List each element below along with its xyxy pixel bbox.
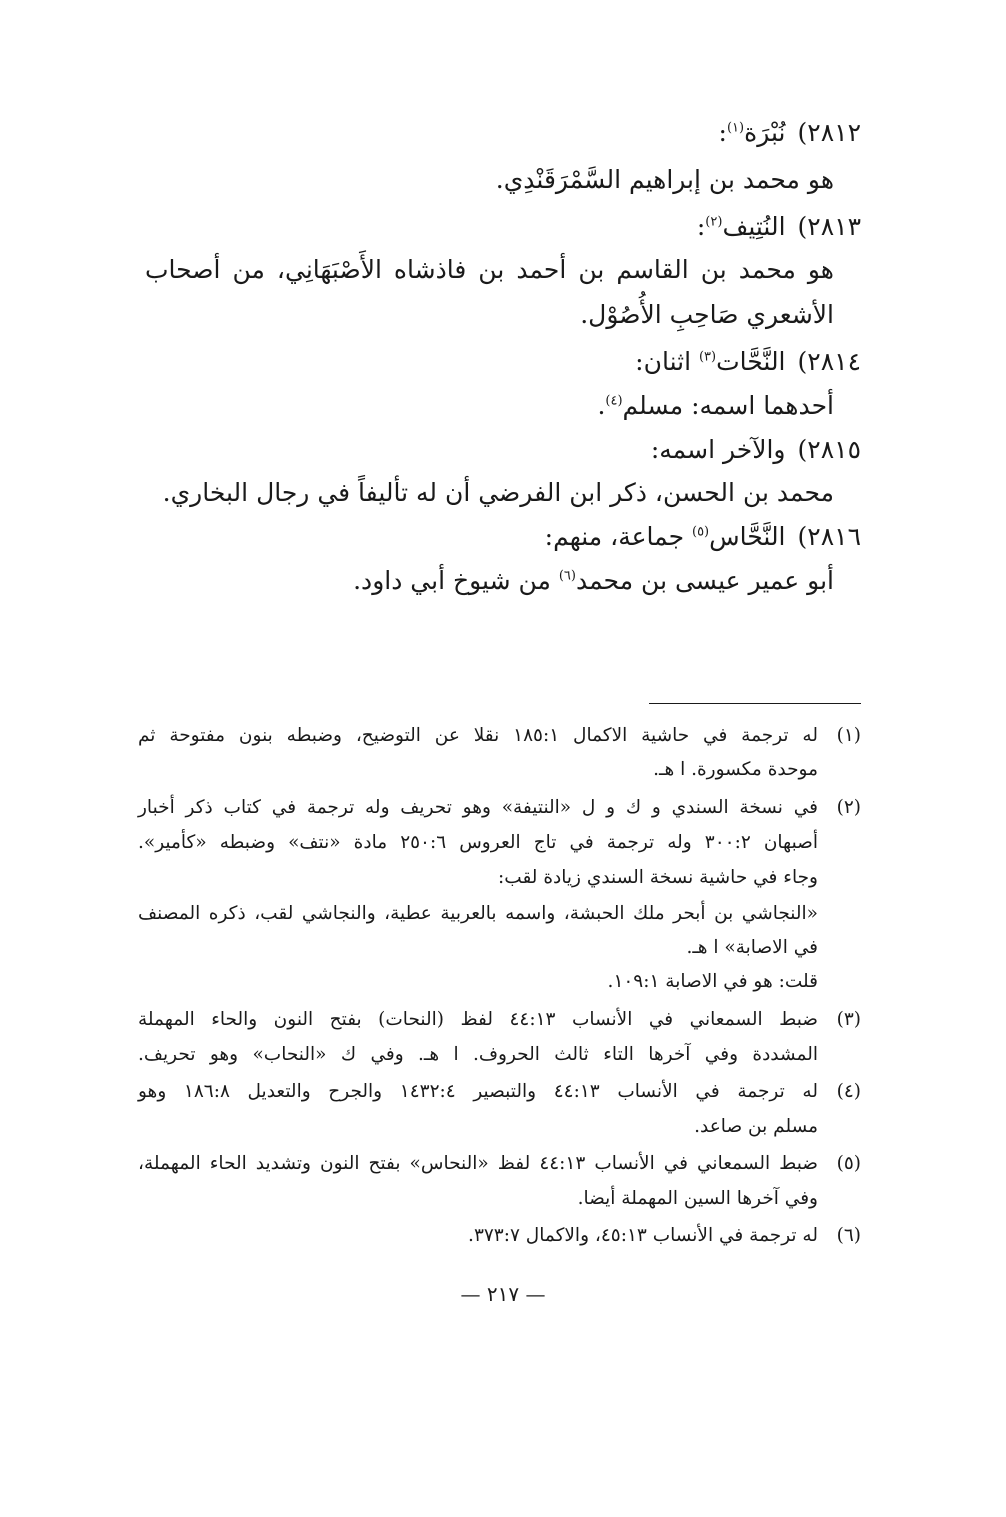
footnote-2-line-3: وجاء في حاشية نسخة السندي زيادة لقب: bbox=[498, 867, 818, 888]
footnote-number: (٢) bbox=[836, 797, 861, 818]
footnote-separator bbox=[649, 703, 861, 704]
footnote-3-line-1: ضبط السمعاني في الأنساب ٤٤:١٣ لفظ (النحات) بفتح النون والحاء المهملة bbox=[138, 1009, 819, 1030]
entry-2813-body-line-2: الأشعري صَاحِبِ الأُصُوْل. bbox=[580, 300, 834, 329]
footnote-number: (٣) bbox=[836, 1009, 861, 1030]
entry-title: النُتِيف bbox=[722, 212, 786, 241]
footnote-ref[interactable]: (٦) bbox=[558, 568, 576, 584]
entry-2813-heading: ٢٨١٣)النُتِيف$^{(٢)}$: bbox=[697, 210, 861, 244]
footnote-1-line-2: موحدة مكسورة. ا هـ. bbox=[653, 759, 818, 780]
footnote-number: (١) bbox=[836, 725, 861, 746]
footnote-4-line-2: مسلم بن صاعد. bbox=[694, 1116, 818, 1137]
entry-number: ٢٨١٣) bbox=[797, 212, 861, 241]
entry-title: نُبْرَة bbox=[744, 118, 786, 147]
entry-number: ٢٨١٥) bbox=[797, 435, 861, 464]
footnote-2-line-6: قلت: هو في الاصابة ١٠٩:١. bbox=[607, 971, 818, 992]
footnote-2-line-2: أصبهان ٣٠٠:٢ وله ترجمة في تاج العروس ٢٥٠:٦ مادة «نتف» وضبطه «كأمير». bbox=[138, 832, 819, 853]
footnote-5-line-1: ضبط السمعاني في الأنساب ٤٤:١٣ لفظ «النحاس» بفتح النون وتشديد الحاء المهملة، bbox=[138, 1153, 818, 1174]
entry-2812-body: هو محمد بن إبراهيم السَّمْرَقَنْدِي. bbox=[495, 165, 834, 194]
footnote-ref[interactable]: (٤) bbox=[605, 393, 623, 409]
footnote-2-line-5: في الاصابة» ا هـ. bbox=[686, 937, 818, 958]
footnote-ref[interactable]: (٣) bbox=[698, 349, 717, 365]
footnote-number: (٦) bbox=[836, 1225, 861, 1246]
footnote-number: (٤) bbox=[836, 1081, 861, 1102]
entry-2812-heading: ٢٨١٢)نُبْرَة$^{(١)}$: bbox=[719, 116, 861, 150]
entry-2815-body: محمد بن الحسن، ذكر ابن الفرضي أن له تأليفاً في رجال البخاري. bbox=[162, 478, 834, 507]
entry-number: ٢٨١٦) bbox=[797, 522, 861, 551]
entry-title: النَّحَّاس bbox=[709, 522, 786, 551]
entry-2816-body: أبو عمير عيسى بن محمد$^{(٦)}$ من شيوخ أبي داود. bbox=[353, 566, 834, 595]
entry-2816-heading: ٢٨١٦)النَّحَّاس$^{(٥)}$ جماعة، منهم: bbox=[545, 520, 861, 554]
page-number: — ٢١٧ — bbox=[460, 1282, 546, 1306]
footnote-number: (٥) bbox=[836, 1153, 861, 1174]
footnote-ref[interactable]: (١) bbox=[726, 120, 745, 136]
footnote-4-line-1: له ترجمة في الأنساب ٤٤:١٣ والتبصير ١٤٣٢:٤ والجرح والتعديل ١٨٦:٨ وهو bbox=[138, 1081, 818, 1102]
footnote-1-line-1: له ترجمة في حاشية الاكمال ١٨٥:١ نقلا عن التوضيح، وضبطه بنون مفتوحة ثم bbox=[138, 725, 818, 746]
entry-number: ٢٨١٢) bbox=[797, 118, 861, 147]
entry-2814-body: أحدهما اسمه: مسلم$^{(٤)}$. bbox=[597, 391, 834, 420]
footnote-6-line-1: له ترجمة في الأنساب ٤٥:١٣، والاكمال ٣٧٣:٧. bbox=[468, 1225, 818, 1246]
footnote-ref[interactable]: (٥) bbox=[691, 524, 710, 540]
entry-number: ٢٨١٤) bbox=[797, 347, 861, 376]
footnote-5-line-2: وفي آخرها السين المهملة أيضا. bbox=[577, 1188, 818, 1209]
entry-2814-heading: ٢٨١٤)النَّحَّات$^{(٣)}$ اثنان: bbox=[635, 345, 861, 379]
entry-2815-heading bbox=[651, 433, 861, 467]
footnote-ref[interactable]: (٢) bbox=[705, 214, 723, 230]
footnote-3-line-2: المشددة وفي آخرها التاء ثالث الحروف. ا هـ. وفي ك «النحاب» وهو تحريف. bbox=[138, 1044, 818, 1065]
entry-2813-body-line-1: هو محمد بن القاسم بن أحمد بن فاذشاه الأَصْبَهَانِي، من أصحاب bbox=[145, 255, 834, 284]
footnote-2-line-1: في نسخة السندي و ك و ل «النتيفة» وهو تحريف وله ترجمة في كتاب ذكر أخبار bbox=[138, 797, 818, 818]
footnote-2-line-4: «النجاشي بن أبحر ملك الحبشة، واسمه بالعربية عطية، والنجاشي لقب، ذكره المصنف bbox=[138, 903, 818, 924]
entry-title: النَّحَّات bbox=[716, 347, 786, 376]
entry-title: والآخر اسمه: bbox=[650, 435, 786, 464]
